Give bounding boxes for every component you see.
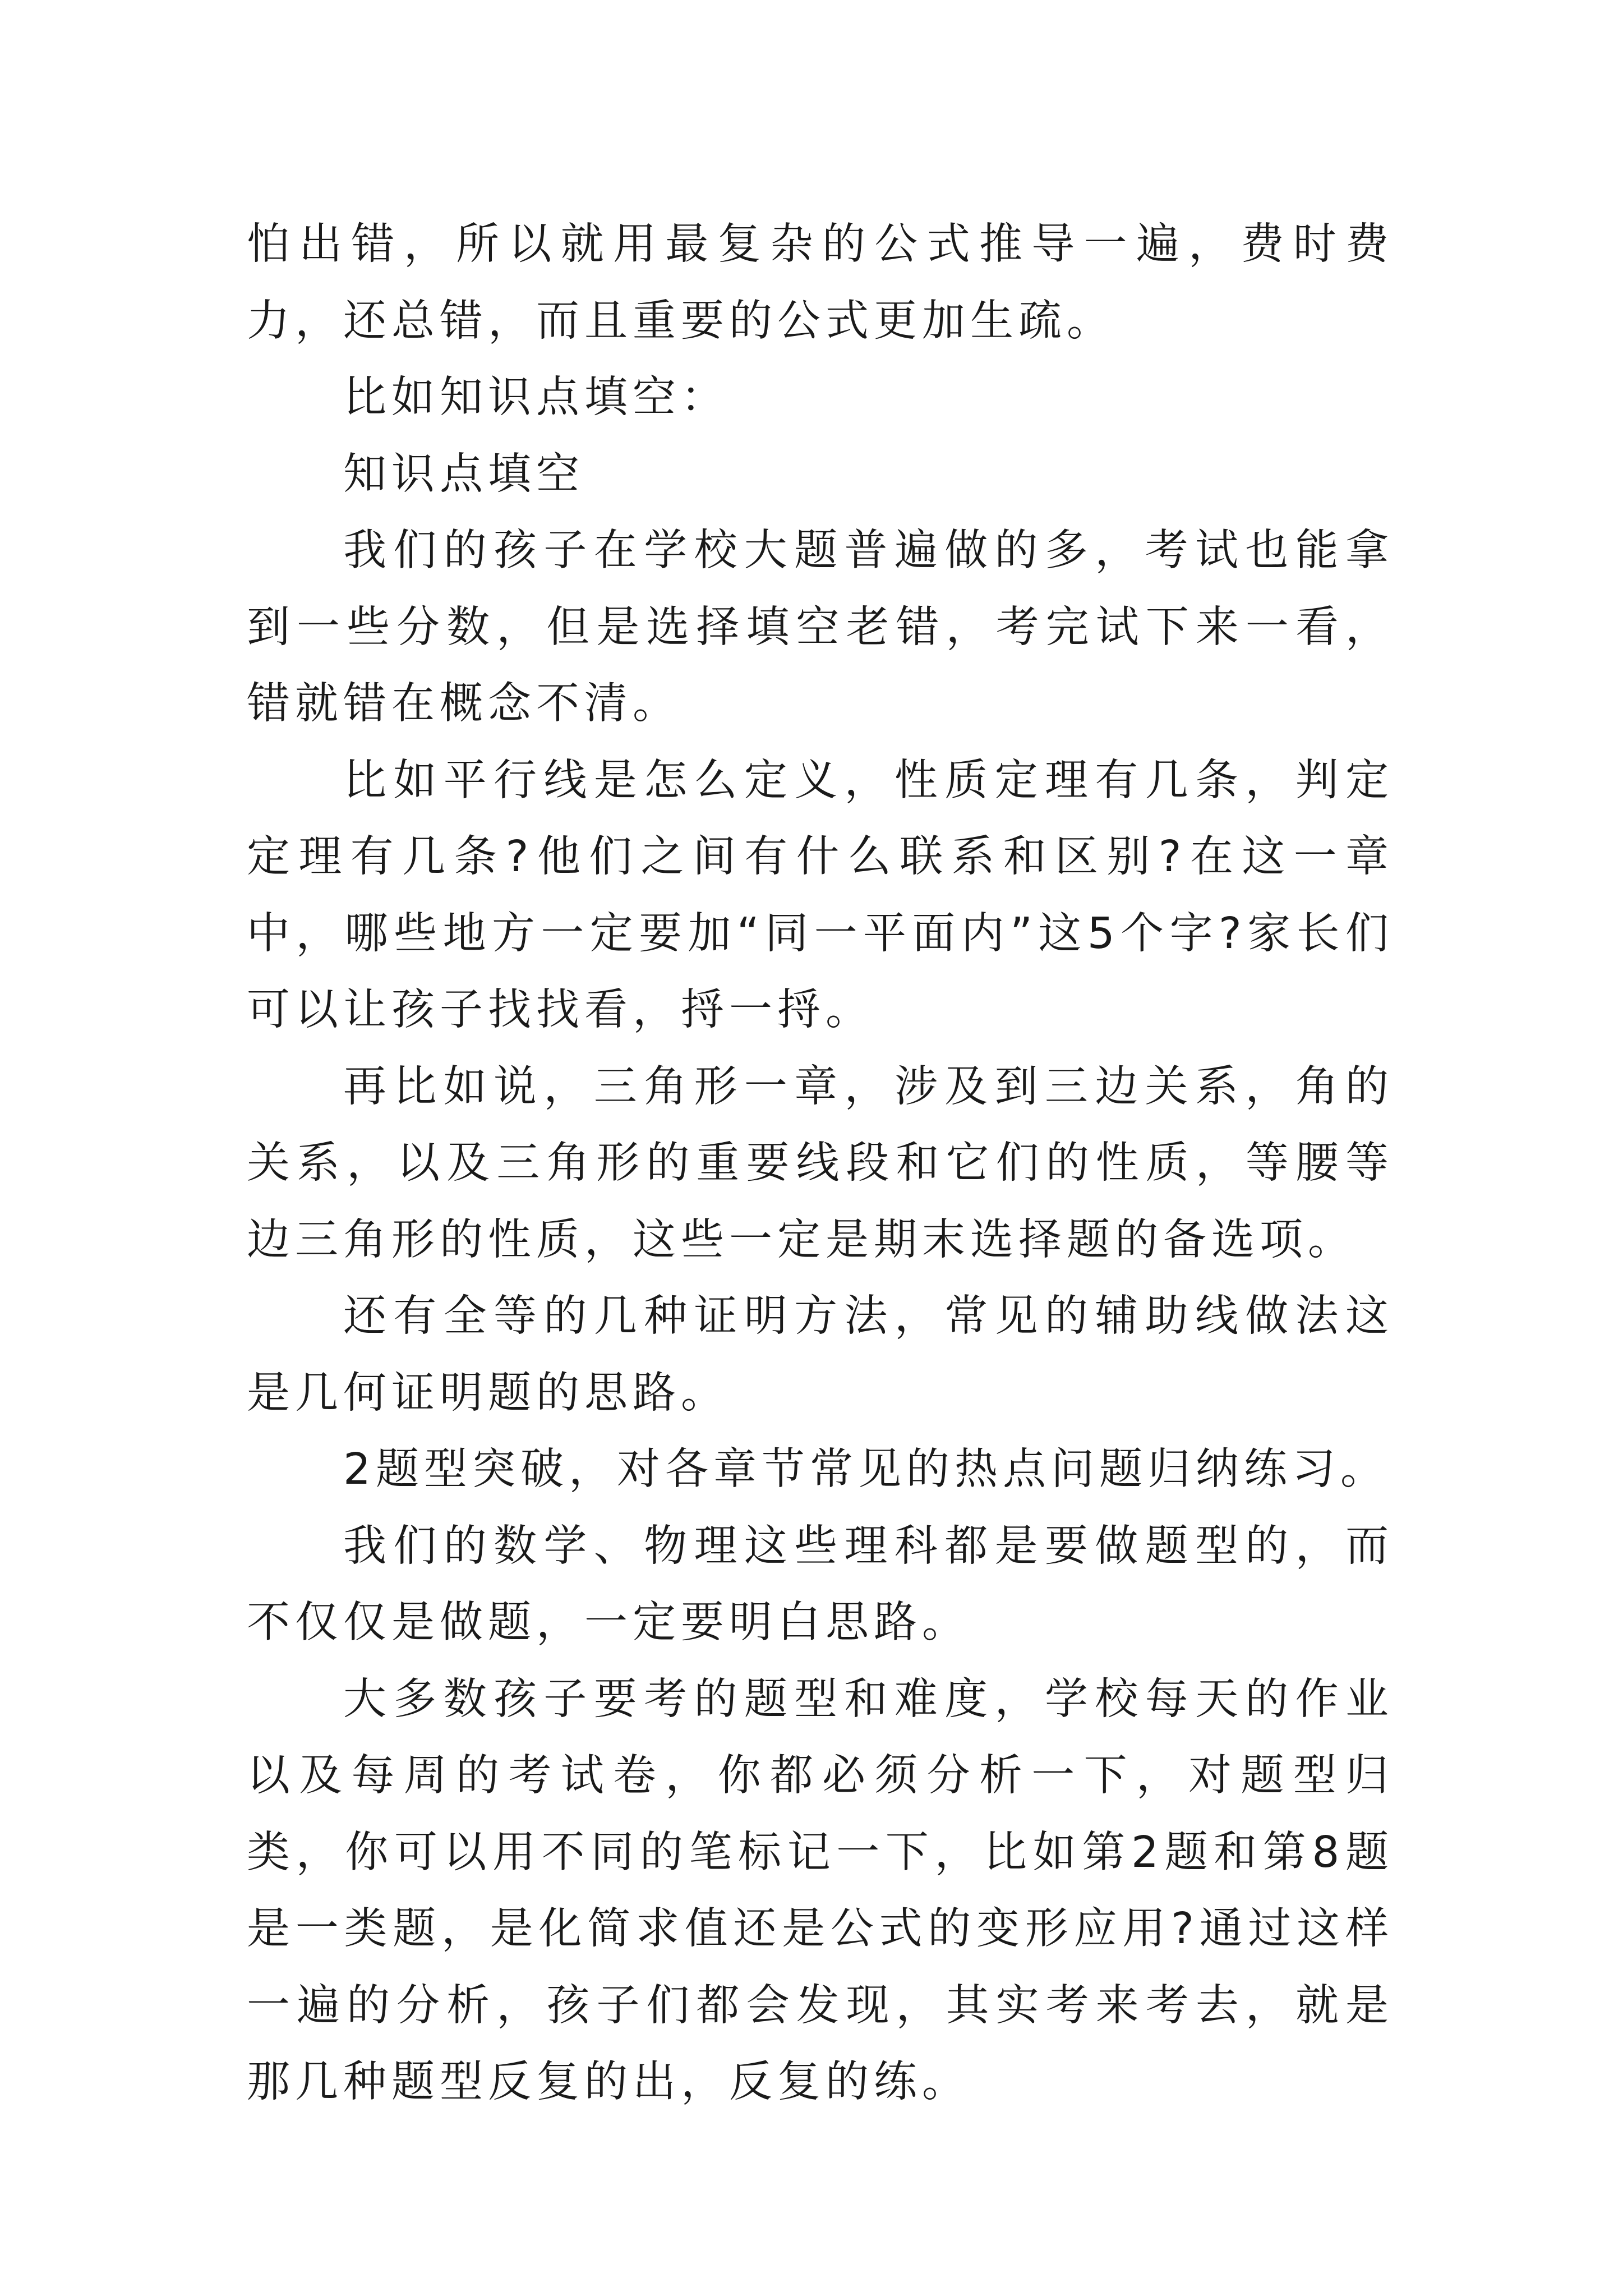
paragraph-science-subjects: 我们的数学、物理这些理科都是要做题型的，而不仅仅是做题，一定要明白思路。 <box>247 1521 1394 1648</box>
document-body <box>247 206 1394 2121</box>
paragraph-parallel-lines: 比如平行线是怎么定义，性质定理有几条，判定定理有几条?他们之间有什么联系和区别?在这一章中，哪些地方一定要加“同一平面内”这5个字?家长们可以让孩子找找看，捋一捋。 <box>247 755 1394 1035</box>
paragraph-concepts-unclear: 我们的孩子在学校大题普遍做的多，考试也能拿到一些分数，但是选择填空老错，考完试下来一看，错就错在概念不清。 <box>247 526 1394 729</box>
paragraph-triangles: 再比如说，三角形一章，涉及到三边关系，角的关系，以及三角形的重要线段和它们的性质，等腰等边三角形的性质，这些一定是期末选择题的备选项。 <box>247 1061 1394 1265</box>
paragraph-knowledge-fill: 知识点填空 <box>343 449 584 499</box>
paragraph-analysis: 大多数孩子要考的题型和难度，学校每天的作业以及每周的考试卷，你都必须分析一下，对题型归类，你可以用不同的笔标记一下，比如第2题和第8题是一类题，是化简求值还是公式的变形应用?通过这样一遍的分析，孩子们都会发现，其实考来考去，就是那几种题型反复的出，反复的练。 <box>247 1674 1394 2107</box>
paragraph-problem-types: 2题型突破，对各章节常见的热点问题归纳练习。 <box>343 1444 1389 1494</box>
paragraph-congruence: 还有全等的几种证明方法，常见的辅助线做法这是几何证明题的思路。 <box>247 1291 1394 1418</box>
paragraph-formula-errors: 怕出错，所以就用最复杂的公式推导一遍，费时费力，还总错，而且重要的公式更加生疏。 <box>247 219 1394 346</box>
paragraph-example-intro: 比如知识点填空： <box>343 372 729 422</box>
